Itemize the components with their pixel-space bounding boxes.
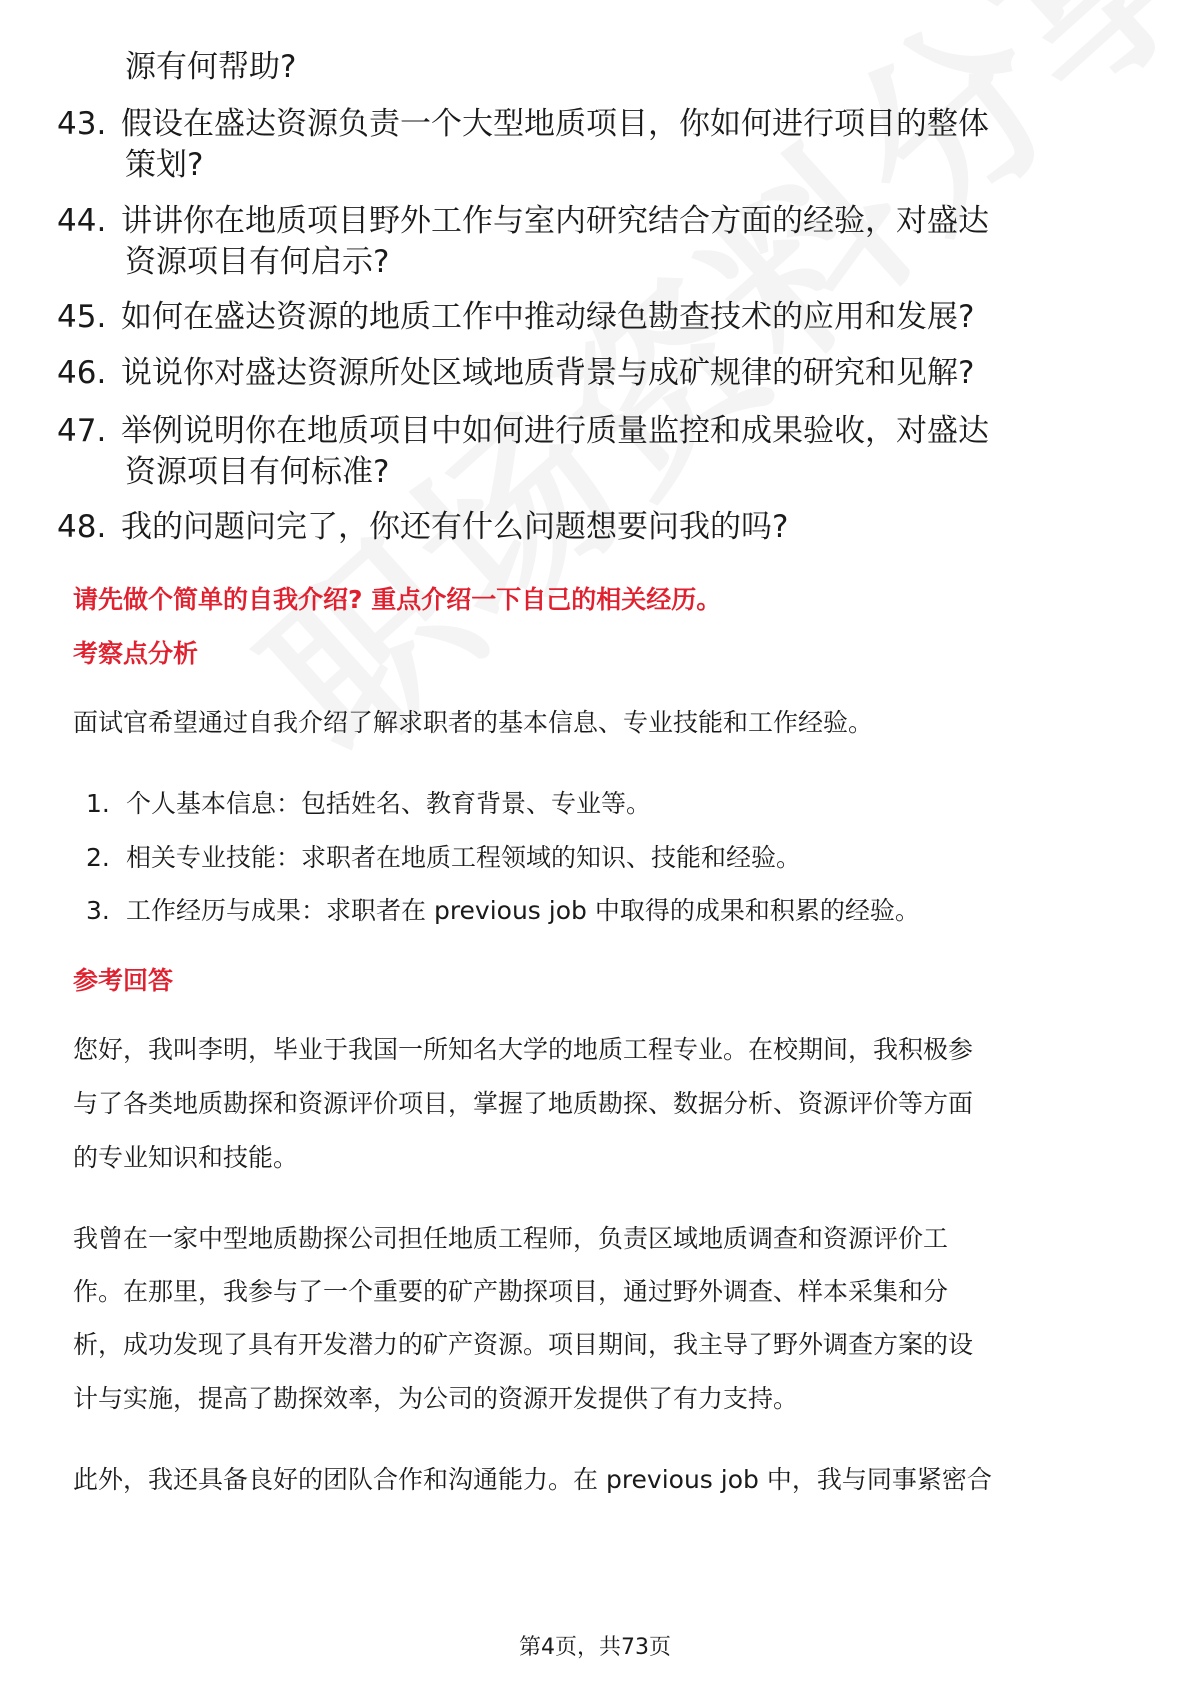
analysis-item <box>86 784 651 820</box>
question-number: 46. <box>57 355 107 391</box>
question-45 <box>57 297 974 338</box>
page-footer: 第4页，共73页 <box>519 1635 671 1660</box>
analysis-item-text: 工作经历与成果：求职者在 previous job 中取得的成果和积累的经验。 <box>126 896 920 925</box>
analysis-item-text: 相关专业技能：求职者在地质工程领域的知识、技能和经验。 <box>126 843 802 872</box>
analysis-item-text: 个人基本信息：包括姓名、教育背景、专业等。 <box>126 789 652 818</box>
answer-heading: 参考回答 <box>73 966 174 995</box>
question-number: 43. <box>57 106 107 142</box>
question-text: 我的问题问完了，你还有什么问题想要问我的吗? <box>121 509 789 545</box>
answer-paragraph-3-line: 此外，我还具备良好的团队合作和沟通能力。在 previous job 中，我与同事紧密合 <box>73 1465 992 1494</box>
question-43 <box>57 104 989 145</box>
question-44 <box>57 201 989 242</box>
answer-paragraph-1-line: 您好，我叫李明，毕业于我国一所知名大学的地质工程专业。在校期间，我积极参 <box>73 1035 974 1064</box>
question-44-line-2: 资源项目有何启示? <box>125 244 390 280</box>
question-text: 假设在盛达资源负责一个大型地质项目，你如何进行项目的整体 <box>121 106 989 142</box>
analysis-intro: 面试官希望通过自我介绍了解求职者的基本信息、专业技能和工作经验。 <box>73 708 874 737</box>
interview-question-heading: 请先做个简单的自我介绍? 重点介绍一下自己的相关经历。 <box>73 585 722 614</box>
question-text: 讲讲你在地质项目野外工作与室内研究结合方面的经验，对盛达 <box>121 203 989 239</box>
analysis-heading: 考察点分析 <box>73 639 199 668</box>
question-number: 48. <box>57 509 107 545</box>
answer-paragraph-2-line: 计与实施，提高了勘探效率，为公司的资源开发提供了有力支持。 <box>73 1384 799 1413</box>
answer-paragraph-1-line: 的专业知识和技能。 <box>73 1143 299 1172</box>
question-47-line-2: 资源项目有何标准? <box>125 454 390 490</box>
question-47 <box>57 411 989 452</box>
answer-paragraph-2-line: 作。在那里，我参与了一个重要的矿产勘探项目，通过野外调查、样本采集和分 <box>73 1277 949 1306</box>
question-text: 如何在盛达资源的地质工作中推动绿色勘查技术的应用和发展? <box>121 299 975 335</box>
question-number: 47. <box>57 413 107 449</box>
question-48 <box>57 507 788 548</box>
question-number: 45. <box>57 299 107 335</box>
analysis-item-number: 2. <box>86 843 110 872</box>
answer-paragraph-2-line: 我曾在一家中型地质勘探公司担任地质工程师，负责区域地质调查和资源评价工 <box>73 1224 949 1253</box>
answer-paragraph-1-line: 与了各类地质勘探和资源评价项目，掌握了地质勘探、数据分析、资源评价等方面 <box>73 1089 974 1118</box>
analysis-item-number: 1. <box>86 789 110 818</box>
analysis-item <box>86 838 801 874</box>
answer-paragraph-2-line: 析，成功发现了具有开发潜力的矿产资源。项目期间，我主导了野外调查方案的设 <box>73 1330 974 1359</box>
question-text: 举例说明你在地质项目中如何进行质量监控和成果验收，对盛达 <box>121 413 989 449</box>
question-text: 说说你对盛达资源所处区域地质背景与成矿规律的研究和见解? <box>121 355 975 391</box>
question-43-line-2: 策划? <box>125 147 204 183</box>
analysis-item <box>86 891 920 927</box>
question-46 <box>57 353 974 394</box>
question-number: 44. <box>57 203 107 239</box>
analysis-item-number: 3. <box>86 896 110 925</box>
question-continuation-line: 源有何帮助? <box>125 49 297 85</box>
